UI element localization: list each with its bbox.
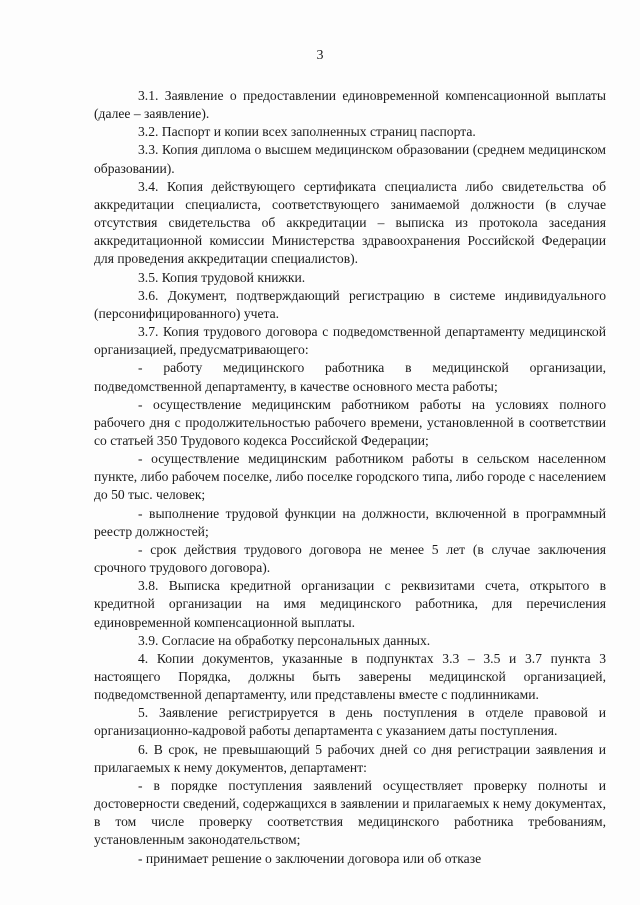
paragraph-3-1: 3.1. Заявление о предоставлении единовременной компенсационной выплаты (далее – заявление). bbox=[94, 88, 606, 122]
paragraph-3-5: 3.5. Копия трудовой книжки. bbox=[138, 269, 306, 285]
paragraph-3-7: 3.7. Копия трудового договора с подведомственной департаменту медицинской организацией, предусматривающего: bbox=[94, 324, 606, 358]
paragraph-5: 5. Заявление регистрируется в день поступления в отделе правовой и организационно-кадровой работы департамента с указанием даты поступления. bbox=[94, 705, 606, 739]
list-item-full-workday: - осуществление медицинским работником работы на условиях полного рабочего дня с продолжительностью рабочего времени, установленной в соответствии со статьей 350 Трудового кодекса Российской Федерации; bbox=[94, 396, 606, 448]
paragraph-3-2: 3.2. Паспорт и копии всех заполненных страниц паспорта. bbox=[138, 124, 476, 140]
list-item-decision: - принимает решение о заключении договора или об отказе bbox=[138, 850, 482, 866]
paragraph-6: 6. В срок, не превышающий 5 рабочих дней со дня регистрации заявления и прилагаемых к нему документов, департамент: bbox=[94, 741, 606, 775]
list-item-verification: - в порядке поступления заявлений осуществляет проверку полноты и достоверности сведений, содержащихся в заявлении и прилагаемых к нему документах, в том числе проверку соответствия медицинского работника требованиям, установленным законодательством; bbox=[94, 777, 606, 848]
paragraph-3-6: 3.6. Документ, подтверждающий регистрацию в системе индивидуального (персонифицированного) учета. bbox=[94, 287, 606, 321]
list-item-program-registry: - выполнение трудовой функции на должности, включенной в программный реестр должностей; bbox=[94, 505, 606, 539]
paragraph-3-4: 3.4. Копия действующего сертификата специалиста либо свидетельства об аккредитации специалиста, соответствующего занимаемой должности (в случае отсутствия свидетельства об аккредитации – выписка из протокола заседания аккредитационной комиссии Министерства здравоохранения Российской Федерации для проведения аккредитации специалистов). bbox=[94, 178, 606, 267]
paragraph-3-9: 3.9. Согласие на обработку персональных данных. bbox=[138, 632, 431, 648]
list-item-main-workplace: - работу медицинского работника в медицинской организации, подведомственной департаменту, в качестве основного места работы; bbox=[94, 360, 606, 394]
list-item-rural-settlement: - осуществление медицинским работником работы в сельском населенном пункте, либо рабочем поселке, либо поселке городского типа, либо городе с населением до 50 тыс. человек; bbox=[94, 451, 606, 503]
paragraph-3-8: 3.8. Выписка кредитной организации с реквизитами счета, открытого в кредитной организации на имя медицинского работника, для перечисления единовременной компенсационной выплаты. bbox=[94, 578, 606, 630]
page-number: 3 bbox=[316, 48, 324, 63]
document-body bbox=[94, 87, 606, 868]
list-item-contract-term: - срок действия трудового договора не менее 5 лет (в случае заключения срочного трудового договора). bbox=[94, 541, 606, 576]
paragraph-4: 4. Копии документов, указанные в подпунктах 3.3 – 3.5 и 3.7 пункта 3 настоящего Порядка, должны быть заверены медицинской организацией, подведомственной департаменту, или представлены вместе с подлинниками. bbox=[94, 650, 606, 703]
paragraph-3-3: 3.3. Копия диплома о высшем медицинском образовании (среднем медицинском образовании). bbox=[94, 142, 606, 176]
